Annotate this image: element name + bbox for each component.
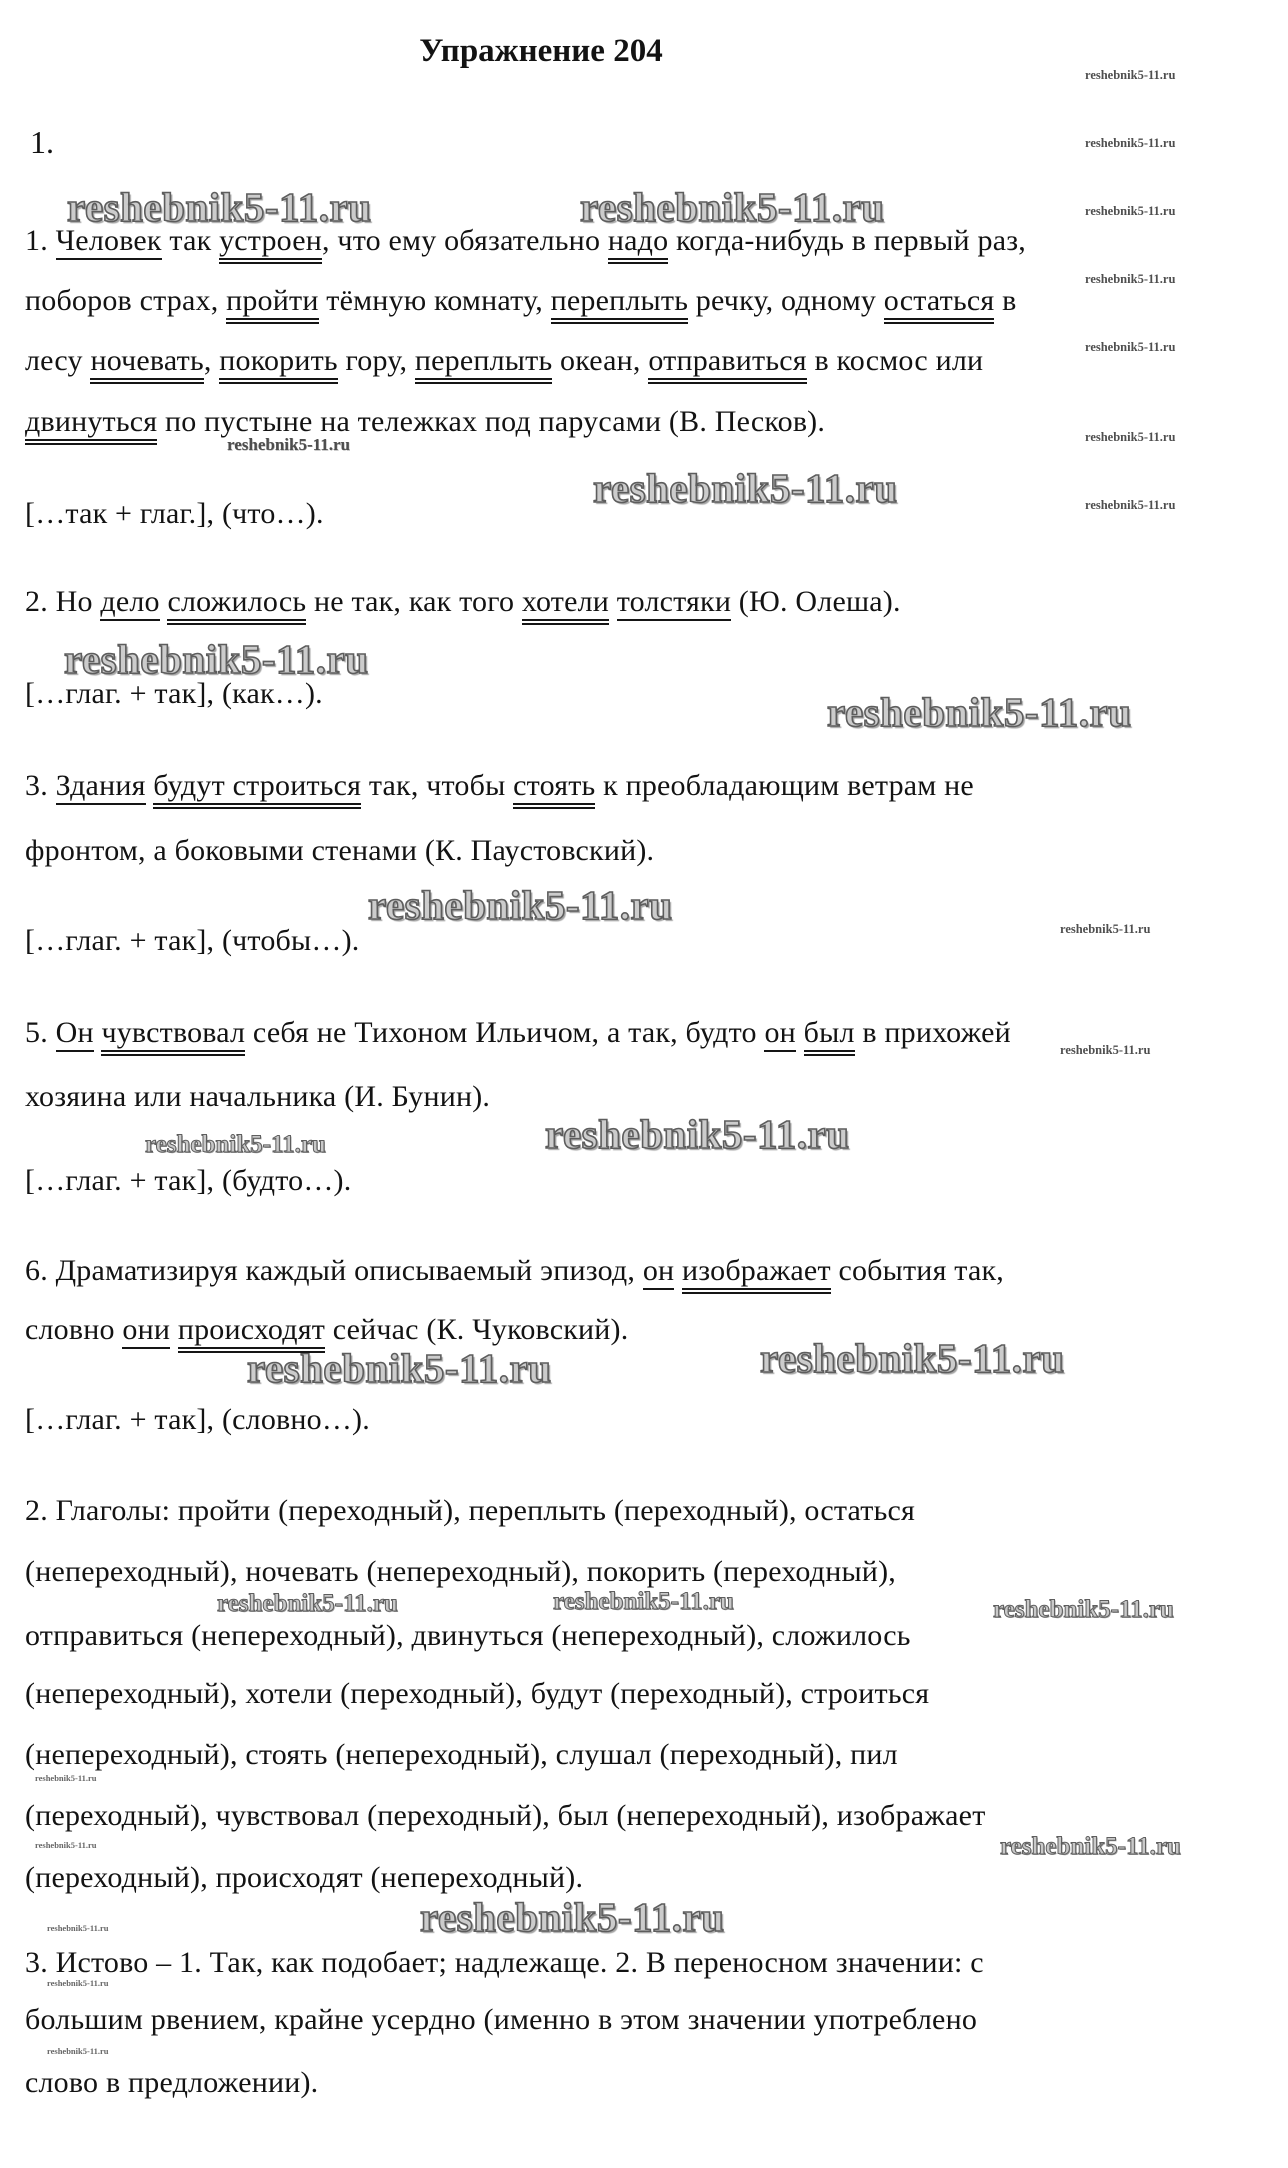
site-watermark: reshebnik5-11.ru [1060, 1043, 1151, 1057]
site-watermark: reshebnik5-11.ru [1085, 204, 1176, 218]
scheme-line-1 [25, 497, 324, 531]
underlined-word: толстяки [617, 585, 731, 621]
site-watermark: reshebnik5-11.ru [580, 184, 885, 230]
site-watermark: reshebnik5-11.ru [827, 689, 1132, 735]
text-segment: так [161, 224, 220, 257]
sentence-5-line-1 [25, 1016, 1011, 1050]
text-segment: (непереходный), ночевать (непереходный), покорить (переходный), [25, 1555, 896, 1588]
sentence-6-line-2 [25, 1313, 628, 1347]
sentence-3-line-1 [25, 769, 974, 803]
site-watermark: reshebnik5-11.ru [145, 1131, 326, 1158]
underlined-word: переплыть [415, 344, 552, 384]
text-segment: гору, [337, 344, 415, 377]
site-watermark: reshebnik5-11.ru [64, 636, 369, 682]
site-watermark: reshebnik5-11.ru [47, 2046, 109, 2056]
sentence-6-line-1 [25, 1254, 1004, 1288]
underlined-word: покорить [219, 344, 338, 384]
scheme-line-3 [25, 924, 359, 958]
site-watermark: reshebnik5-11.ru [1085, 430, 1176, 444]
sentence-1-line-1 [25, 224, 1026, 258]
underlined-word: он [643, 1254, 674, 1290]
text-segment: […так + глаг.], (что…). [25, 497, 324, 530]
answer-2-line-7 [25, 1861, 583, 1895]
text-segment: поборов страх, [25, 284, 227, 317]
sentence-2-line-1 [25, 585, 901, 619]
text-segment: слово в предложении). [25, 2066, 319, 2099]
underlined-word: переплыть [551, 284, 688, 324]
site-watermark: reshebnik5-11.ru [553, 1588, 734, 1615]
underlined-word: происходят [178, 1313, 325, 1353]
scheme-line-4 [25, 1164, 351, 1198]
text-segment: […глаг. + так], (будто…). [25, 1164, 352, 1197]
scheme-line-5 [25, 1403, 370, 1437]
underlined-word: хотели [522, 585, 609, 625]
sentence-1-line-2 [25, 284, 1016, 318]
site-watermark: reshebnik5-11.ru [67, 184, 372, 230]
underlined-word: ночевать [90, 344, 203, 384]
answer-2-line-3 [25, 1619, 911, 1653]
site-watermark: reshebnik5-11.ru [1085, 498, 1176, 512]
text-segment: , [203, 344, 220, 377]
answer-3-line-3 [25, 2066, 318, 2100]
underlined-word: был [804, 1016, 855, 1056]
site-watermark: reshebnik5-11.ru [217, 1590, 398, 1617]
underlined-word: Он [56, 1016, 94, 1052]
text-segment: […глаг. + так], (как…). [25, 677, 323, 710]
sentence-5-line-2 [25, 1080, 490, 1114]
text-segment: (Ю. Олеша). [731, 585, 901, 618]
text-segment: 2. Глаголы: пройти (переходный), переплыть (переходный), остаться [25, 1494, 916, 1527]
text-segment: (переходный), происходят (непереходный). [25, 1861, 584, 1894]
text-segment: к преобладающим ветрам не [595, 769, 974, 802]
text-segment: (непереходный), хотели (переходный), будут (переходный), строиться [25, 1677, 930, 1710]
answer-2-line-6 [25, 1799, 986, 1833]
site-watermark: reshebnik5-11.ru [993, 1596, 1174, 1623]
answer-3-line-2 [25, 2003, 977, 2037]
text-segment: […глаг. + так], (словно…). [25, 1403, 370, 1436]
site-watermark: reshebnik5-11.ru [1060, 922, 1151, 936]
text-segment: события так, [830, 1254, 1004, 1287]
text-segment: 3. Истово – 1. Так, как подобает; надлежаще. 2. В переносном значении: с [25, 1946, 984, 1979]
site-watermark: reshebnik5-11.ru [368, 882, 673, 928]
text-segment: по пустыне на тележках под парусами (В. Песков). [157, 405, 826, 438]
site-watermark: reshebnik5-11.ru [1085, 136, 1176, 150]
text-segment: так, чтобы [361, 769, 514, 802]
underlined-word: будут строиться [153, 769, 361, 809]
answer-2-line-1 [25, 1494, 915, 1528]
text-segment: в [994, 284, 1017, 317]
scheme-line-2 [25, 677, 323, 711]
text-segment: 3. [25, 769, 56, 802]
text-segment: хозяина или начальника (И. Бунин). [25, 1080, 491, 1113]
site-watermark: reshebnik5-11.ru [47, 1978, 109, 1988]
site-watermark: reshebnik5-11.ru [545, 1111, 850, 1157]
underlined-word: они [122, 1313, 170, 1349]
text-segment: в прихожей [854, 1016, 1011, 1049]
underlined-word: стоять [513, 769, 595, 809]
site-watermark: reshebnik5-11.ru [35, 1773, 97, 1783]
text-segment: 1. [25, 224, 56, 257]
site-watermark: reshebnik5-11.ru [1085, 340, 1176, 354]
site-watermark: reshebnik5-11.ru [420, 1894, 725, 1940]
underlined-word: двинуться [25, 405, 157, 445]
text-segment [796, 1016, 804, 1050]
text-segment: сейчас (К. Чуковский). [325, 1313, 629, 1346]
text-segment: лесу [25, 344, 91, 377]
text-segment: себя не Тихоном Ильичом, а так, будто [245, 1016, 765, 1049]
site-watermark: reshebnik5-11.ru [760, 1335, 1065, 1381]
answer-2-line-2 [25, 1555, 896, 1589]
sentence-1-line-3 [25, 344, 983, 378]
text-segment: 2. Но [25, 585, 101, 618]
text-segment: речку, одному [688, 284, 884, 317]
sentence-3-line-2 [25, 834, 654, 868]
underlined-word: он [764, 1016, 795, 1052]
text-segment: в космос или [806, 344, 984, 377]
sentence-1-line-4 [25, 405, 825, 439]
site-watermark: reshebnik5-11.ru [1000, 1833, 1181, 1860]
text-segment: не так, как того [306, 585, 522, 618]
text-segment: 5. [25, 1016, 56, 1049]
site-watermark: reshebnik5-11.ru [227, 435, 350, 454]
site-watermark: reshebnik5-11.ru [247, 1345, 552, 1391]
underlined-word: устроен [219, 224, 322, 264]
underlined-word: Человек [56, 224, 162, 260]
underlined-word: Здания [56, 769, 146, 805]
underlined-word: остаться [884, 284, 995, 324]
text-segment: тёмную комнату, [318, 284, 551, 317]
text-segment: 6. Драматизируя каждый описываемый эпизод, [25, 1254, 643, 1287]
site-watermark: reshebnik5-11.ru [1085, 68, 1176, 82]
underlined-word: изображает [682, 1254, 831, 1294]
text-segment: (переходный), чувствовал (переходный), был (непереходный), изображает [25, 1799, 986, 1832]
answer-3-line-1 [25, 1946, 984, 1980]
answer-2-line-5 [25, 1738, 898, 1772]
site-watermark: reshebnik5-11.ru [593, 465, 898, 511]
part-1-marker: 1. [30, 124, 54, 160]
text-segment: […глаг. + так], (чтобы…). [25, 924, 360, 957]
text-segment: словно [25, 1313, 123, 1346]
text-segment: когда-нибудь в первый раз, [668, 224, 1026, 257]
answer-2-line-4 [25, 1677, 929, 1711]
text-segment [609, 585, 617, 619]
text-segment [674, 1254, 682, 1288]
site-watermark: reshebnik5-11.ru [35, 1840, 97, 1850]
underlined-word: надо [608, 224, 668, 264]
text-segment: большим рвением, крайне усердно (именно в этом значении употреблено [25, 2003, 978, 2036]
text-segment: отправиться (непереходный), двинуться (непереходный), сложилось [25, 1619, 911, 1652]
text-segment [170, 1313, 178, 1347]
underlined-word: сложилось [167, 585, 306, 625]
site-watermark: reshebnik5-11.ru [47, 1923, 109, 1933]
underlined-word: пройти [226, 284, 318, 324]
text-segment: фронтом, а боковыми стенами (К. Паустовский). [25, 834, 655, 867]
text-segment: океан, [552, 344, 649, 377]
text-segment: (непереходный), стоять (непереходный), слушал (переходный), пил [25, 1738, 898, 1771]
exercise-title: Упражнение 204 [419, 33, 663, 69]
underlined-word: чувствовал [101, 1016, 245, 1056]
underlined-word: отправиться [648, 344, 806, 384]
text-segment: , что ему обязательно [322, 224, 608, 257]
underlined-word: дело [100, 585, 159, 621]
site-watermark: reshebnik5-11.ru [1085, 272, 1176, 286]
